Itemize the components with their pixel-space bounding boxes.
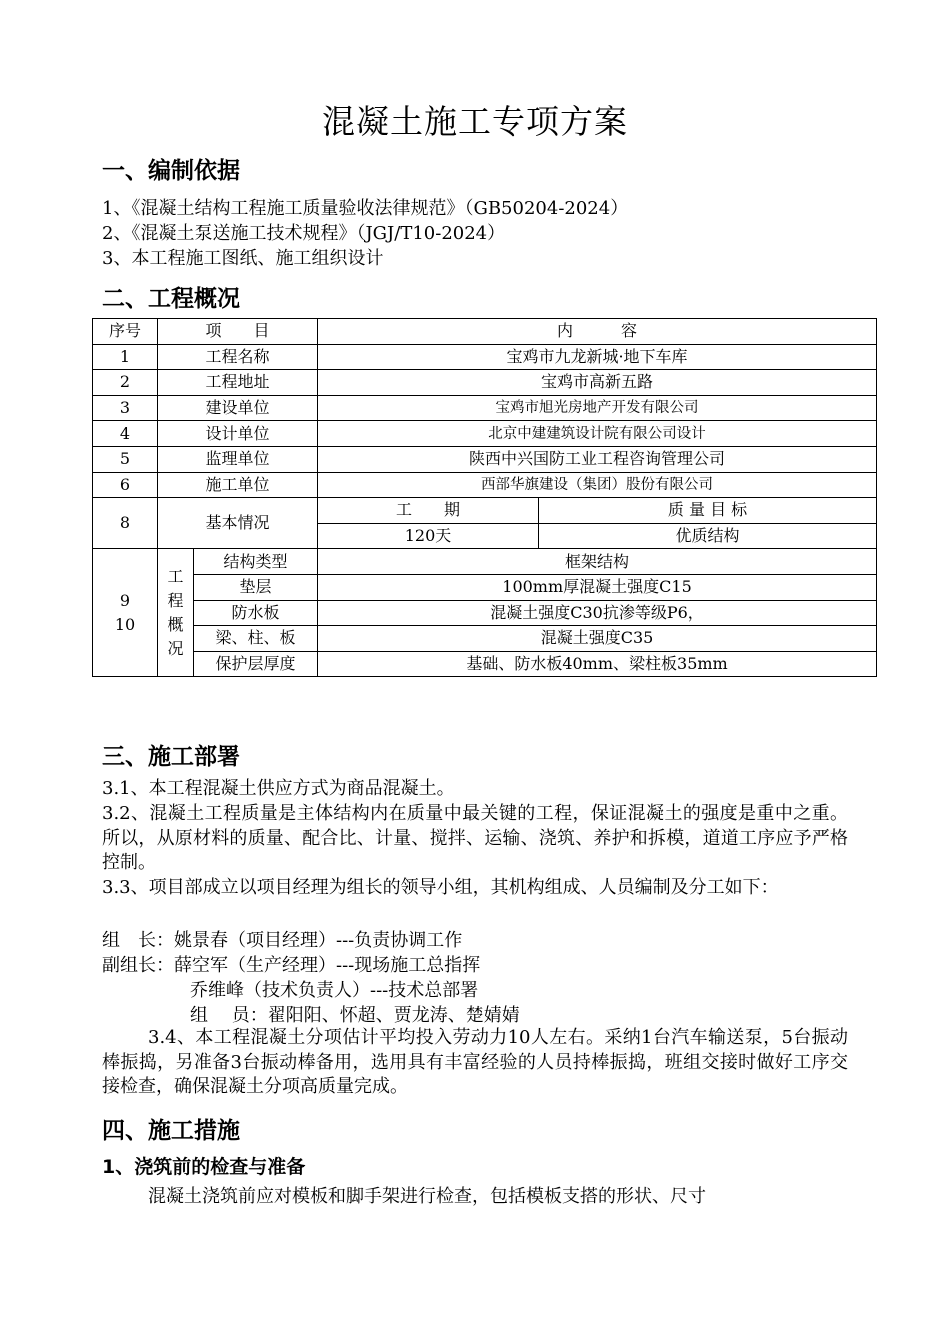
section-heading-basis: 一、编制依据 — [102, 158, 240, 184]
row-no: 4 — [93, 421, 158, 447]
quality-value: 优质结构 — [539, 523, 877, 549]
row-item: 施工单位 — [158, 472, 318, 498]
overview-group-char: 工 — [167, 566, 184, 586]
staff-members: 组 员：翟阳阳、怀超、贾龙涛、楚婧婧 — [190, 1005, 520, 1026]
row-item: 建设单位 — [158, 395, 318, 421]
table-row — [93, 344, 877, 370]
document-title: 混凝土施工专项方案 — [322, 102, 628, 141]
row-content: 陕西中兴国防工业工程咨询管理公司 — [318, 446, 877, 472]
deployment-para-1: 3.1、本工程混凝土供应方式为商品混凝土。 — [102, 778, 455, 799]
overview-item: 梁、柱、板 — [194, 626, 318, 652]
row-item: 基本情况 — [158, 498, 318, 549]
row-no-9-10 — [93, 549, 158, 677]
section-heading-measures: 四、施工措施 — [102, 1118, 240, 1144]
row-no: 2 — [93, 370, 158, 396]
schedule-header: 工 期 — [318, 498, 539, 524]
overview-item: 防水板 — [194, 600, 318, 626]
overview-content: 混凝土强度C35 — [318, 626, 877, 652]
row-no-a: 9 — [119, 590, 131, 610]
overview-group-vertical-text — [158, 565, 193, 661]
subheading-pre-pour-check: 1、浇筑前的检查与准备 — [102, 1156, 306, 1178]
row-no-b: 10 — [114, 614, 136, 634]
row-content: 宝鸡市高新五路 — [318, 370, 877, 396]
project-info-table — [92, 318, 877, 677]
row-content: 西部华旗建设（集团）股份有限公司 — [318, 472, 877, 498]
basis-item-1: 1、《混凝土结构工程施工质量验收法律规范》（GB50204-2024） — [102, 198, 629, 219]
row-no: 3 — [93, 395, 158, 421]
table-row — [93, 395, 877, 421]
row-no: 8 — [93, 498, 158, 549]
measures-para-1: 混凝土浇筑前应对模板和脚手架进行检查，包括模板支搭的形状、尺寸 — [148, 1186, 706, 1207]
deployment-para-3: 3.3、项目部成立以项目经理为组长的领导小组，其机构组成、人员编制及分工如下： — [102, 877, 779, 898]
row-no: 6 — [93, 472, 158, 498]
table-row-overview — [93, 549, 877, 575]
overview-group-char: 况 — [167, 638, 184, 658]
deployment-para-2: 3.2、混凝土工程质量是主体结构内在质量中最关键的工程，保证混凝土的强度是重中之重。所以，从原材料的质量、配合比、计量、搅拌、运输、浇筑、养护和拆模，道道工序应予严格控制。 — [102, 803, 848, 873]
quality-header: 质 量 目 标 — [539, 498, 877, 524]
table-row — [93, 472, 877, 498]
overview-item: 保护层厚度 — [194, 651, 318, 677]
row-no: 1 — [93, 344, 158, 370]
overview-content: 框架结构 — [318, 549, 877, 575]
table-row-overview — [93, 574, 877, 600]
schedule-value: 120天 — [318, 523, 539, 549]
overview-content: 基础、防水板40mm、梁柱板35mm — [318, 651, 877, 677]
header-content: 内 容 — [318, 319, 877, 345]
row-content: 北京中建建筑设计院有限公司设计 — [318, 421, 877, 447]
row-content: 宝鸡市旭光房地产开发有限公司 — [318, 395, 877, 421]
row-content: 宝鸡市九龙新城·地下车库 — [318, 344, 877, 370]
overview-group-char: 程 — [167, 590, 184, 610]
table-row — [93, 421, 877, 447]
overview-group-label — [158, 549, 194, 677]
table-row — [93, 446, 877, 472]
table-header-row — [93, 319, 877, 345]
table-row — [93, 370, 877, 396]
row-item: 工程名称 — [158, 344, 318, 370]
table-row-basic — [93, 498, 877, 524]
section-heading-deployment: 三、施工部署 — [102, 744, 240, 770]
deployment-para-4: 3.4、本工程混凝土分项估计平均投入劳动力10人左右。采纳1台汽车输送泵，5台振动棒振捣，另准备3台振动棒备用，选用具有丰富经验的人员持棒振捣，班组交接时做好工序交接检查，确保混凝土分项高质量完成。 — [102, 1027, 848, 1097]
table-row-overview — [93, 626, 877, 652]
staff-leader: 组 长：姚景春（项目经理）---负责协调工作 — [102, 930, 463, 951]
row-no: 5 — [93, 446, 158, 472]
overview-content: 混凝土强度C30抗渗等级P6， — [318, 600, 877, 626]
overview-item: 结构类型 — [194, 549, 318, 575]
overview-group-char: 概 — [167, 614, 184, 634]
table-row-overview — [93, 651, 877, 677]
header-no: 序号 — [93, 319, 158, 345]
overview-content: 100mm厚混凝土强度C15 — [318, 574, 877, 600]
header-item: 项 目 — [158, 319, 318, 345]
basis-item-3: 3、本工程施工图纸、施工组织设计 — [102, 248, 384, 269]
row-item: 设计单位 — [158, 421, 318, 447]
section-heading-overview: 二、工程概况 — [102, 286, 240, 312]
row-item: 工程地址 — [158, 370, 318, 396]
row-item: 监理单位 — [158, 446, 318, 472]
staff-deputy: 副组长：薛空军（生产经理）---现场施工总指挥 — [102, 955, 481, 976]
overview-item: 垫层 — [194, 574, 318, 600]
table-row-overview — [93, 600, 877, 626]
basis-item-2: 2、《混凝土泵送施工技术规程》（JGJ/T10-2024） — [102, 223, 506, 244]
staff-deputy-2: 乔维峰（技术负责人）---技术总部署 — [190, 980, 479, 1001]
